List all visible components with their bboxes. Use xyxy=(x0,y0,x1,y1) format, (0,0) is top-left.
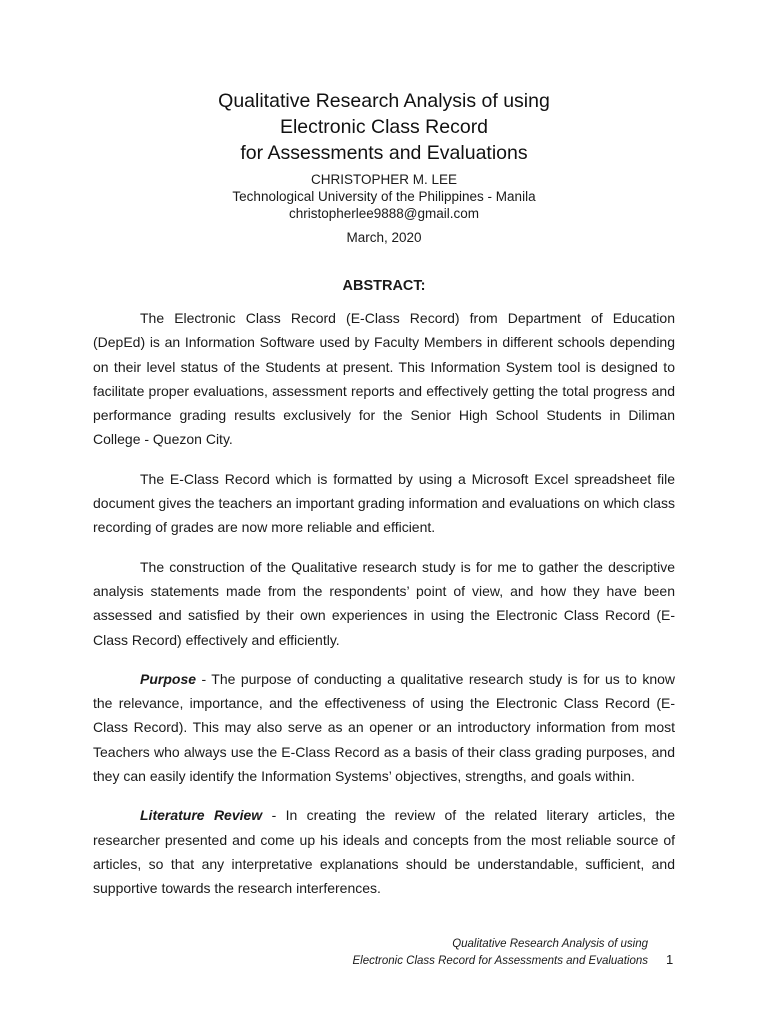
footer-line-1: Qualitative Research Analysis of using xyxy=(452,938,648,950)
abstract-heading: ABSTRACT: xyxy=(342,278,426,294)
purpose-label: Purpose xyxy=(140,670,197,687)
abstract-paragraph-1: The Electronic Class Record (E-Class Record) from Department of Education (DepEd) is an Information Software used by Faculty Members in different schools depending on their level status of the Students at present. This Information System tool is designed to facilitate proper evaluations, assessment reports and effectively getting the total progress and performance grading results exclusively for the Senior High School Students in Diliman College - Quezon City. xyxy=(93,310,675,448)
abstract-body xyxy=(93,306,675,916)
author-affiliation: Technological University of the Philippines - Manila xyxy=(232,189,536,204)
author-email: christopherlee9888@gmail.com xyxy=(288,206,480,221)
footer-line-2: Electronic Class Record for Assessments and Evaluations xyxy=(352,955,648,967)
literature-review-label: Literature Review xyxy=(140,807,263,824)
page-number: 1 xyxy=(666,952,674,967)
author-block xyxy=(0,171,768,222)
literature-review-text: - In creating the review of the related literary articles, the researcher presented and come up his ideals and concepts from the most reliable source of articles, so that any interpretative explanations should be understandable, sufficient, and supportive towards the research interferences. xyxy=(93,807,675,897)
title-line-3: for Assessments and Evaluations xyxy=(240,142,528,164)
abstract-paragraph-2: The E-Class Record which is formatted by using a Microsoft Excel spreadsheet file document gives the teachers an important grading information and evaluations on which class recording of grades are now more reliable and efficient. xyxy=(93,470,675,536)
publication-date: March, 2020 xyxy=(346,230,422,245)
purpose-paragraph xyxy=(93,667,675,788)
literature-review-paragraph xyxy=(93,803,675,900)
purpose-text: - The purpose of conducting a qualitative research study is for us to know the relevance, importance, and the effectiveness of using the Electronic Class Record (E-Class Record). This may also serve as an opener or an introductory information from most Teachers who always use the E-Class Record as a basis of their class grading purposes, and they can easily identify the Information Systems’ objectives, strengths, and goals within. xyxy=(93,670,675,785)
paper-title xyxy=(0,88,768,166)
title-line-2: Electronic Class Record xyxy=(279,116,489,138)
author-name: CHRISTOPHER M. LEE xyxy=(310,172,458,187)
title-line-1: Qualitative Research Analysis of using xyxy=(218,90,550,112)
abstract-paragraph-3: The construction of the Qualitative research study is for me to gather the descriptive analysis statements made from the respondents’ point of view, and how they have been assessed and satisfied by their own experiences in using the Electronic Class Record (E-Class Record) effectively and efficiently. xyxy=(93,558,675,648)
running-footer xyxy=(352,936,648,970)
